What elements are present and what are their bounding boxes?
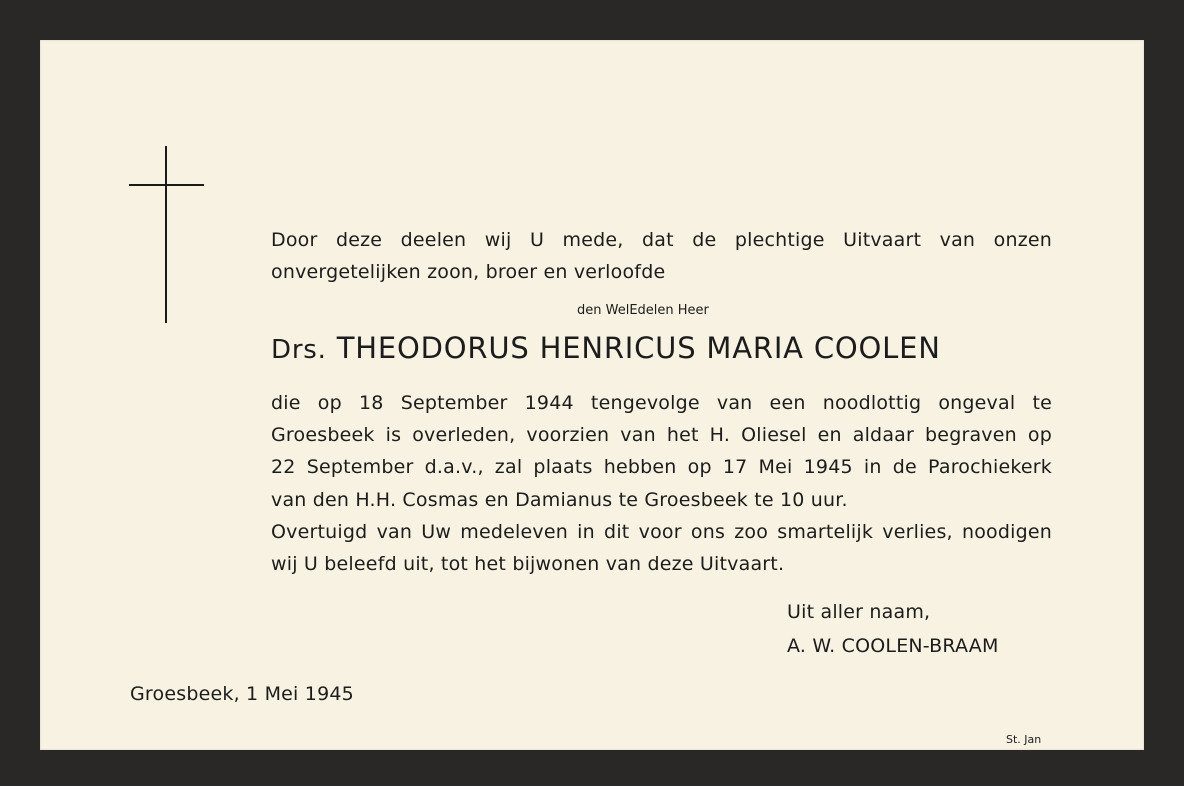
honorific: den WelEdelen Heer (577, 303, 709, 318)
intro-line-1: Door deze deelen wij U mede, dat de plechtige Uitvaart van onzen (271, 229, 1052, 251)
details-line-3: 22 September d.a.v., zal plaats hebben op 17 Mei 1945 in de Parochiekerk (271, 456, 1052, 478)
signature-line-2: A. W. COOLEN-BRAAM (787, 635, 999, 657)
deceased-name-line (271, 331, 941, 365)
cross-icon-horizontal (129, 184, 204, 186)
details-line-4: van den H.H. Cosmas en Damianus te Groesbeek te 10 uur. (271, 489, 848, 511)
printer-mark: St. Jan (1006, 733, 1042, 746)
intro-line-2: onvergetelijken zoon, broer en verloofde (271, 261, 666, 283)
signature-line-1: Uit aller naam, (787, 601, 931, 623)
details-line-6: wij U beleefd uit, tot het bijwonen van deze Uitvaart. (271, 553, 785, 575)
details-line-5: Overtuigd van Uw medeleven in dit voor ons zoo smartelijk verlies, noodigen (271, 521, 1052, 543)
deceased-prefix: Drs. (271, 335, 327, 365)
deceased-name: THEODORUS HENRICUS MARIA COOLEN (336, 331, 941, 365)
place-date: Groesbeek, 1 Mei 1945 (130, 683, 354, 705)
cross-icon-vertical (165, 146, 167, 323)
details-line-2: Groesbeek is overleden, voorzien van het H. Oliesel en aldaar begraven op (271, 424, 1052, 446)
details-line-1: die op 18 September 1944 tengevolge van een noodlottig ongeval te (271, 392, 1052, 414)
